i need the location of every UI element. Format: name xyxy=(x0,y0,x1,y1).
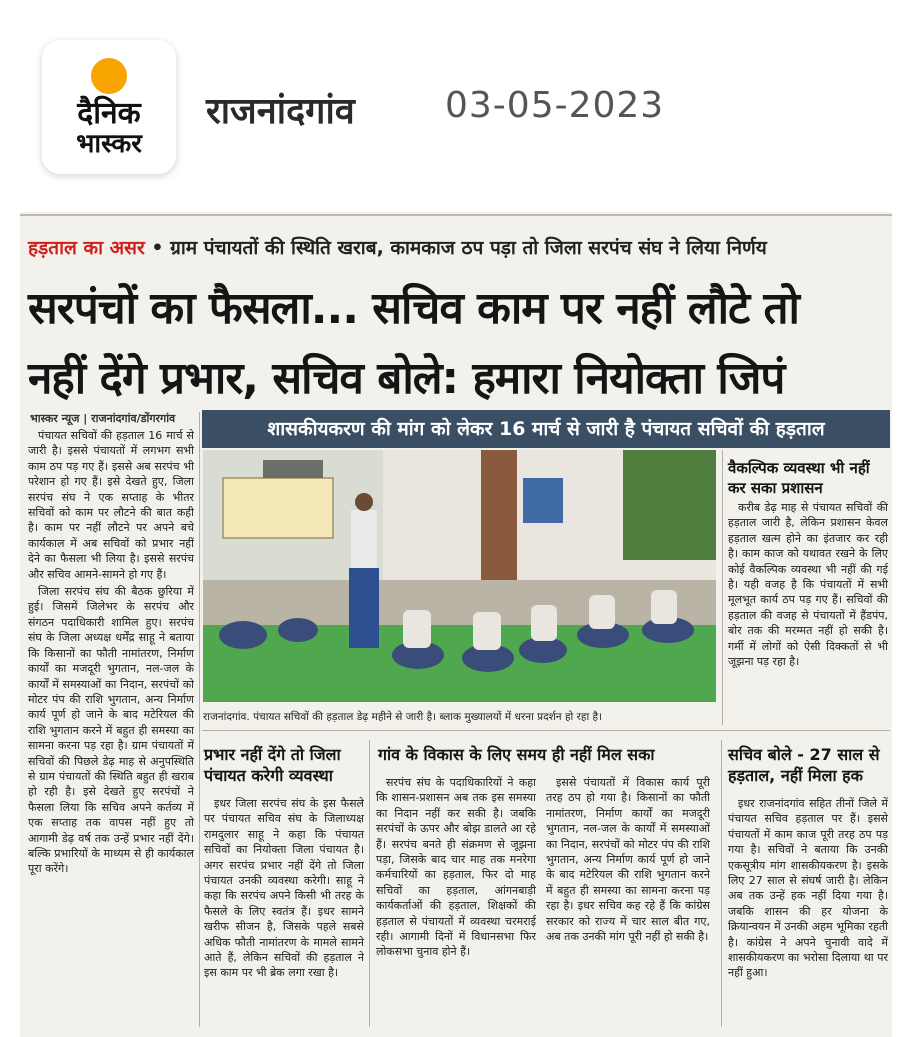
section-body xyxy=(728,796,888,1026)
protest-scene-image xyxy=(203,450,716,702)
photo-banner: शासकीयकरण की मांग को लेकर 16 मार्च से जारी है पंचायत सचिवों की हड़ताल xyxy=(202,410,890,448)
photo-caption: राजनांदगांव. पंचायत सचिवों की हड़ताल डेढ़ महीने से जारी है। ब्लाक मुख्यालयों में धरना प्रदर्शन हो रहा है। xyxy=(203,711,603,723)
section-body-col-b xyxy=(546,775,710,1027)
side-section-heading: वैकल्पिक व्यवस्था भी नहीं कर सका प्रशासन xyxy=(728,459,870,497)
strike-photo xyxy=(203,450,716,702)
section-body-col-a xyxy=(376,775,536,1027)
sun-icon xyxy=(91,58,127,94)
edition-city: राजनांदगांव xyxy=(206,91,355,132)
top-rule xyxy=(20,214,892,216)
paragraph: इधर जिला सरपंच संघ के इस फैसले पर पंचायत सचिव संघ के जिलाध्यक्ष रामदुलार साहू ने कहा कि पंचायत सचिवों का नियोक्ता जिला पंचायत है। अगर सरपंच प्रभार नहीं देंगे तो जिला पंचायत उनकी व्यवस्था करेगी। साहू ने कहा कि सरपंच अपने किसी भी तरह के फैसले के लिए स्वतंत्र हैं। इधर सामने खरीफ सीजन है, जिसके पहले सबसे अधिक फौती नामांतरण के मामले सामने आते हैं, लेकिन सचिवों की हड़ताल ने इस काम पर भी ब्रेक लगा रखा है। xyxy=(204,797,364,980)
paragraph: करीब डेढ़ माह से पंचायत सचिवों की हड़ताल जारी है, लेकिन प्रशासन केवल हड़ताल खत्म होने का इंतजार कर रही है। काम काज को यथावत रखने के लिए कोई वैकल्पिक व्यवस्था भी नहीं की गई है। यही वजह है कि पंचायतों में सभी मूलभूत कार्य ठप पड़ गए हैं। सचिवों की हड़ताल की वजह से पंचायतों में हैंडपंप, बोर तक की मरम्मत नहीं हो सकी है। गर्मी में लोगों को ऐसी दिक्कतों से भी जूझना पड़ रहा है। xyxy=(728,501,888,669)
section-heading: सचिव बोले - 27 साल से हड़ताल, नहीं मिला हक xyxy=(728,745,880,785)
kicker-label: हड़ताल का असर xyxy=(28,237,145,259)
section-heading: प्रभार नहीं देंगे तो जिला पंचायत करेगी व्यवस्था xyxy=(204,745,341,785)
kicker-subtitle: • ग्राम पंचायतों की स्थिति खराब, कामकाज ठप पड़ा तो जिला सरपंच संघ ने लिया निर्णय xyxy=(144,237,767,259)
logo-text-line2: भास्कर xyxy=(76,129,142,159)
section-divider xyxy=(202,730,890,731)
column-divider xyxy=(199,412,200,1027)
section-heading: गांव के विकास के लिए समय ही नहीं मिल सका xyxy=(378,745,655,764)
column-divider xyxy=(722,450,723,725)
paragraph: इससे पंचायतों में विकास कार्य पूरी तरह ठप हो गया है। किसानों का फौती नामांतरण, निर्माण कार्यों का मजदूरी भुगतान, नल-जल के कार्यों में समस्याओं का निदान, सरपंचों को मोटर पंप की राशि भुगतान, अन्य निर्माण कार्य पूर्ण हो जाने के बाद मटेरियल की राशि भुगतान करने में बहुत ही समस्या का सामना करना पड़ रहा है। इधर सचिव कह रहे हैं कि कांग्रेस सरकार को राज्य में चार साल बीत गए, अब तक उनकी मांग पूरी नहीं हो सकी है। xyxy=(546,776,710,944)
paragraph: इधर राजनांदगांव सहित तीनों जिले में पंचायत सचिव हड़ताल पर हैं। इससे पंचायतों में काम काज पूरी तरह ठप पड़ गया है। सचिवों ने बताया कि उनकी एकसूत्रीय मांग शासकीयकरण है। इसके लिए 27 साल से संघर्ष जारी है। लेकिन अब तक उन्हें हक नहीं दिया गया है। जबकि शासन की हर योजना के क्रियान्वयन में उनकी अहम भूमिका रहती है। कांग्रेस ने अपने चुनावी वादे में शासकीयकरण का भरोसा दिलाया था पर नहीं हुआ। xyxy=(728,797,888,980)
column-divider xyxy=(369,740,370,1027)
byline: भास्कर न्यूज | राजनांदगांव/डोंगरगांव xyxy=(30,412,176,425)
section-body xyxy=(204,796,364,1026)
article-column-1 xyxy=(28,428,194,1028)
headline-line1: सरपंचों का फैसला... सचिव काम पर नहीं लौटे तो xyxy=(28,283,799,334)
headline-line2: नहीं देंगे प्रभार, सचिव बोले: हमारा नियोक्ता जिपं xyxy=(28,353,785,404)
dainik-bhaskar-logo[interactable] xyxy=(42,40,176,174)
logo-text-line1: दैनिक xyxy=(77,96,141,131)
edition-date: 03-05-2023 xyxy=(445,85,665,126)
paragraph: पंचायत सचिवों की हड़ताल 16 मार्च से जारी है। इससे पंचायतों में लगभग सभी काम ठप पड़ गए हैं। इससे अब सरपंच भी परेशान हो गए हैं। इसे देखते हुए, जिला सरपंच संघ ने एक सप्ताह के भीतर सचिवों को काम पर लौटने की बात कही है। काम पर नहीं लौटने पर अपने बचे कार्यकाल में अब सचिवों को प्रभार नहीं देने का फैसला भी लिया है। इससे सरपंच और सचिव आमने-सामने हो गए हैं। xyxy=(28,429,194,581)
paragraph: जिला सरपंच संघ की बैठक छुरिया में हुई। जिसमें जिलेभर के सरपंच और संगठन पदाधिकारी शामिल हुए। सरपंच संघ के जिला अध्यक्ष धर्मेंद्र साहू ने बताया कि किसानों का फौती नामांतरण, निर्माण कार्यों का मजदूरी भुगतान, नल-जल के कार्यों में समस्याओं का निदान, सरपंचों को मोटर पंप की राशि भुगतान, अन्य निर्माण कार्य पूर्ण हो जाने के बाद मटेरियल की राशि भुगतान करने में बहुत ही समस्या का सामना करना पड़ रहा है। ग्राम पंचायतों में सचिवों की पिछले डेढ़ माह से अनुपस्थिति से ग्राम पंचायतों की स्थिति बहुत ही खराब हो रही है। इसे देखते हुए सरपंचों ने फैसला लिया कि सचिव अपने कर्तव्य में एक सप्ताह तक वापस नहीं हुए तो आगामी डेढ़ वर्ष तक उन्हें प्रभार नहीं देंगे। बल्कि प्रभारियों के माध्यम से ही कार्यकाल पूरा करेंगे। xyxy=(28,585,194,876)
column-divider xyxy=(721,740,722,1027)
page-header xyxy=(0,0,901,205)
article-kicker xyxy=(28,234,888,260)
side-section-body xyxy=(728,500,888,725)
paragraph: सरपंच संघ के पदाधिकारियों ने कहा कि शासन-प्रशासन अब तक इस समस्या का निदान नहीं कर सकी है। जबकि सरपंचों के ऊपर और बोझ डालते आ रहे हैं। सरपंच बनते ही संक्रमण से जूझना पड़ा, जिसके बाद चार माह तक मनरेगा कर्मचारियों का हड़ताल, फिर दो माह सचिवों का हड़ताल, आंगनबाड़ी कार्यकर्ताओं की हड़ताल, शिक्षकों की हड़ताल से पंचायतों में व्यवस्था चरमराई रही। आगामी दिनों में विधानसभा फिर लोकसभा चुनाव होने हैं। xyxy=(376,776,536,959)
